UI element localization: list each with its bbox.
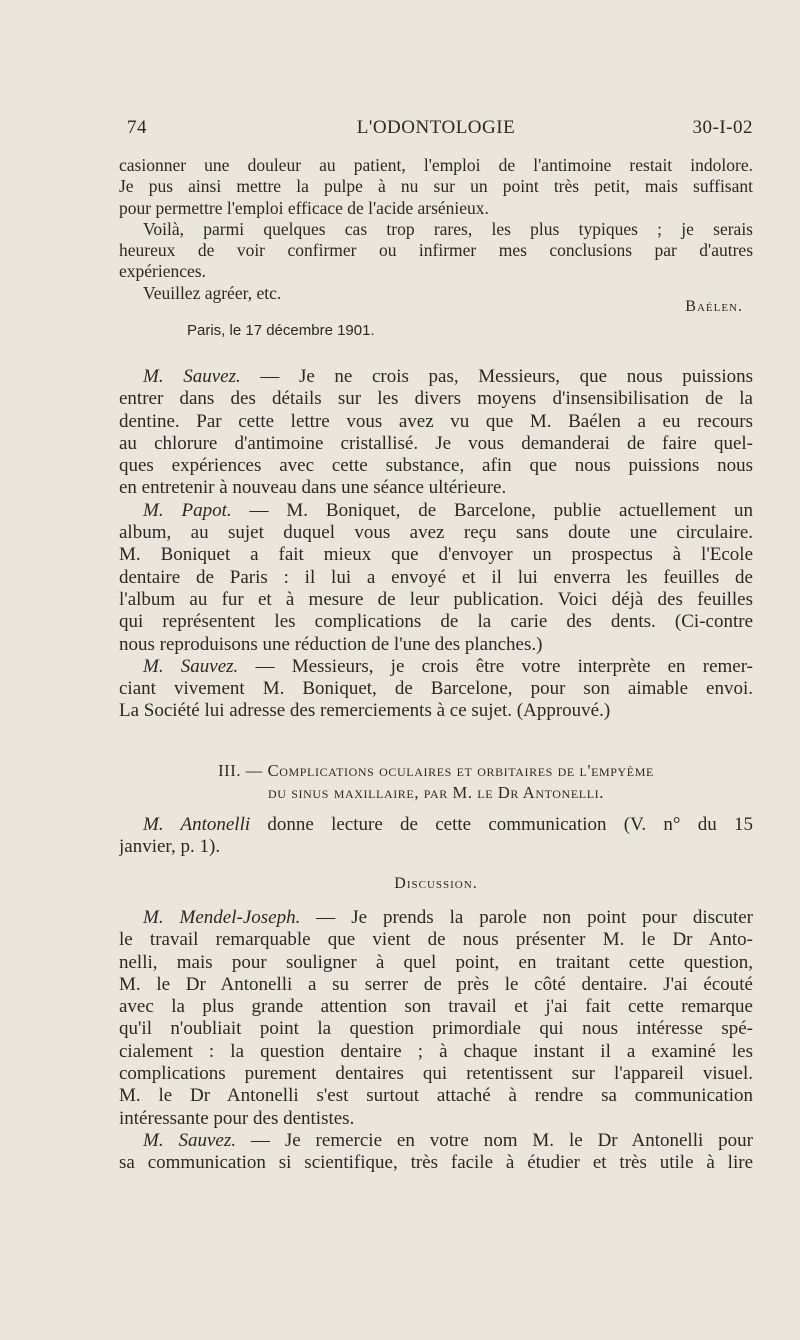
letter-body: [119, 155, 753, 304]
text-line: M. Mendel-Joseph. — Je prends la parole non point pour discuter: [143, 907, 753, 928]
reading-block: [119, 814, 753, 859]
text-line: sa communication si scientifique, très facile à étudier et très utile à lire: [119, 1152, 753, 1174]
speaker-name: M. Sauvez.: [143, 1129, 236, 1151]
text-line: l'album au fur et à mesure de leur publication. Voici déjà des feuilles: [119, 588, 753, 610]
text-line: dentine. Par cette lettre vous avez vu que M. Baélen a eu recours: [119, 410, 753, 432]
text-line: ques expériences avec cette substance, afin que nous puissions nous: [119, 455, 753, 477]
speaker-name: M. Sauvez.: [143, 655, 239, 677]
text-line: M. Papot. — M. Boniquet, de Barcelone, publie actuellement un: [143, 499, 753, 521]
issue-date: 30-I-02: [692, 117, 753, 138]
text-line: avec la plus grande attention son travail et j'ai fait cette remarque: [119, 996, 753, 1018]
text-line: cialement : la question dentaire ; à chaque instant il a examiné les: [119, 1040, 753, 1062]
text-line: La Société lui adresse des remerciements à ce sujet. (Approuvé.): [119, 700, 611, 722]
text-line: ciant vivement M. Boniquet, de Barcelone, pour son aimable envoi.: [119, 678, 753, 700]
text-line: casionner une douleur au patient, l'emploi de l'antimoine restait indolore.: [119, 155, 753, 175]
text-line: M. le Dr Antonelli a su serrer de près le côté dentaire. J'ai écouté: [119, 973, 753, 995]
text-line: Je pus ainsi mettre la pulpe à nu sur un point très petit, mais suffisant: [119, 176, 753, 197]
text-line: nous reproduisons une réduction de l'une des planches.): [119, 633, 543, 655]
text-line: expériences.: [119, 261, 206, 282]
text-line: M. Antonelli donne lecture de cette communication (V. n° du 15: [143, 814, 753, 835]
text-line: complications purement dentaires qui retentissent sur l'appareil visuel.: [119, 1063, 753, 1085]
text-line: M. Sauvez. — Je ne crois pas, Messieurs, que nous puissions: [143, 366, 753, 387]
text-line: pour permettre l'emploi efficace de l'acide arsénieux.: [119, 197, 489, 218]
letter-dateline: Paris, le 17 décembre 1901.: [187, 322, 375, 339]
speaker-name: M. Antonelli: [143, 814, 251, 835]
page-number: 74: [127, 117, 147, 138]
discussion-heading: Discussion.: [394, 875, 478, 892]
letter-signature: Baélen.: [685, 298, 743, 315]
text-line: qu'il n'oubliait point la question primordiale qui nous intéresse spé-: [119, 1018, 753, 1040]
text-line: M. le Dr Antonelli s'est surtout attaché à rendre sa communication: [119, 1085, 753, 1107]
text-line: M. Boniquet a fait mieux que d'envoyer un prospectus à l'Ecole: [119, 544, 753, 566]
section-title: [119, 760, 753, 804]
text-line: album, au sujet duquel vous avez reçu sans doute une circulaire.: [119, 522, 753, 544]
text-line: au chlorure d'antimoine cristallisé. Je vous demanderai de faire quel-: [119, 432, 753, 454]
section-title-line: III. — Complications oculaires et orbitaires de l'empyème: [218, 761, 654, 780]
text-line: nelli, mais pour souligner à quel point, en traitant cette question,: [119, 951, 753, 973]
text-line: en entretenir à nouveau dans une séance ultérieure.: [119, 477, 507, 499]
text-line: M. Sauvez. — Messieurs, je crois être votre interprète en remer-: [143, 655, 753, 677]
text-line: Veuillez agréer, etc.: [143, 282, 282, 303]
discussion-block-1: [119, 366, 753, 723]
speaker-name: M. Papot.: [143, 499, 232, 521]
speaker-name: M. Sauvez.: [143, 366, 241, 387]
text-line: qui représentent les complications de la carie des dents. (Ci-contre: [119, 611, 753, 633]
text-line: intéressante pour des dentistes.: [119, 1107, 355, 1129]
text-line: entrer dans des détails sur les divers moyens d'insensibilisation de la: [119, 388, 753, 410]
text-line: janvier, p. 1).: [119, 836, 221, 858]
text-line: heureux de voir confirmer ou infirmer mes conclusions par d'autres: [119, 240, 753, 261]
section-title-line: du sinus maxillaire, par M. le Dr Antonelli.: [268, 783, 604, 802]
page-header: [119, 117, 753, 143]
discussion-block-2: [119, 907, 753, 1175]
speaker-name: M. Mendel-Joseph.: [143, 907, 301, 928]
text-line: Voilà, parmi quelques cas trop rares, les plus typiques ; je serais: [143, 218, 753, 239]
text-line: le travail remarquable que vient de nous présenter M. le Dr Anto-: [119, 929, 753, 951]
running-title: L'ODONTOLOGIE: [356, 117, 516, 138]
text-line: dentaire de Paris : il lui a envoyé et il lui enverra les feuilles de: [119, 566, 753, 588]
text-line: M. Sauvez. — Je remercie en votre nom M. le Dr Antonelli pour: [143, 1129, 753, 1151]
